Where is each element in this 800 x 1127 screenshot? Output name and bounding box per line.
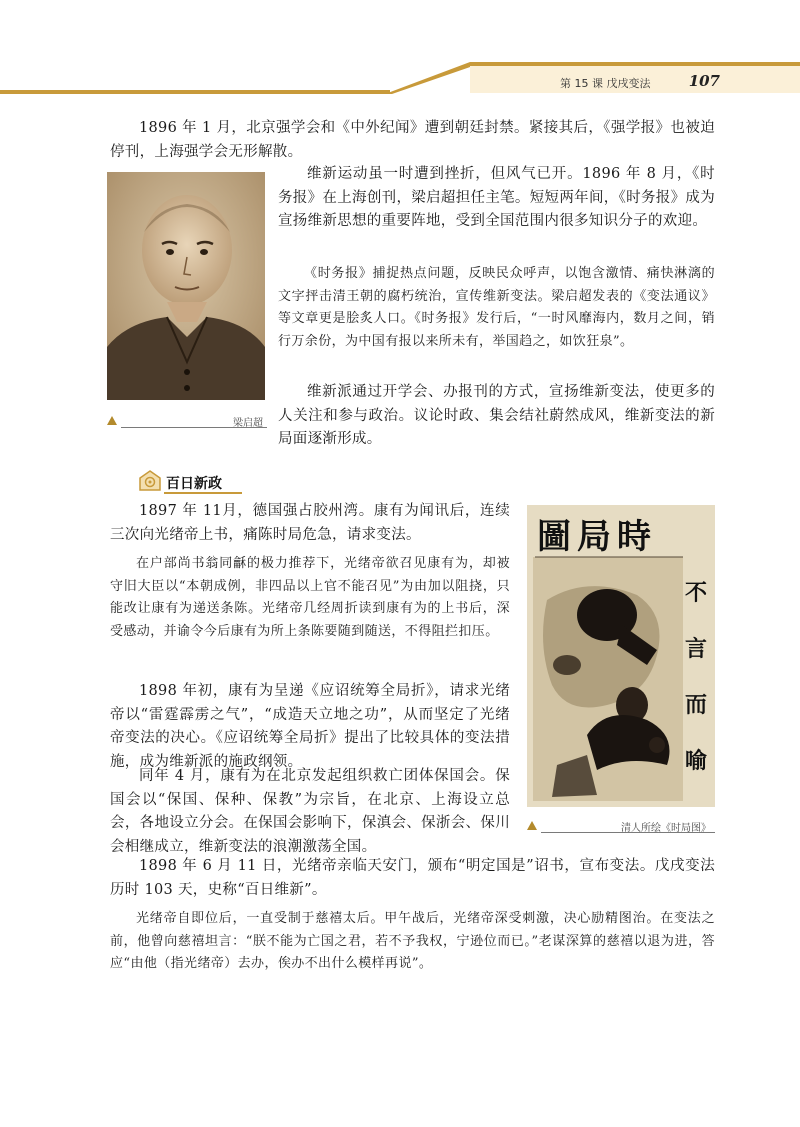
cartoon-caption (527, 819, 715, 833)
caption-marker-icon (527, 821, 537, 830)
caption-marker-icon (107, 416, 117, 425)
portrait-caption-text: 梁启超 (233, 418, 263, 429)
shiju-tu-cartoon (527, 505, 715, 807)
paragraph-2: 维新运动虽一时遭到挫折，但风气已开。1896 年 8 月，《时务报》在上海创刊，梁启超担任主笔。短短两年间，《时务报》成为宣扬维新思想的重要阵地，受到全国范围内很多知识分子的欢迎。 (278, 166, 715, 229)
paragraph-4: 1897 年 11月，德国强占胶州湾。康有为闻讯后，连续三次向光绪帝上书，痛陈时局危急，请求变法。 (110, 503, 510, 543)
section-heading (138, 470, 243, 494)
liang-qichao-portrait (107, 172, 265, 400)
cartoon-title: 時局圖 (537, 517, 657, 557)
section-title: 百日新政 (166, 476, 222, 492)
lesson-title: 第 15 课 戊戌变法 (560, 77, 651, 90)
running-header (560, 72, 720, 91)
paragraph-6: 同年 4 月，康有为在北京发起组织救亡团体保国会。保国会以“保国、保种、保教”为宗旨，在北京、上海设立总会，各地设立分会。在保国会影响下，保滇会、保浙会、保川会相继成立，维新变法的浪潮激荡全国。 (110, 768, 510, 855)
section-emblem-icon (138, 470, 162, 492)
quote-block-2: 在户部尚书翁同龢的极力推荐下，光绪帝欲召见康有为，却被守旧大臣以“本朝成例，非四品以上官不能召见”为由加以阻挠，只能改让康有为递送条陈。光绪帝几经周折读到康有为的上书后，深受感动，并谕令今后康有为所上条陈要随到随送，不得阻拦扣压。 (110, 556, 510, 639)
quote-block-3: 光绪帝自即位后，一直受制于慈禧太后。甲午战后，光绪帝深受刺激，决心励精图治。在变法之前，他曾向慈禧坦言：“朕不能为亡国之君，若不予我权，宁逊位而已。”老谋深算的慈禧以退为进，答应“由他（指光绪帝）去办，俟办不出什么模样再说”。 (110, 911, 715, 971)
paragraph-3: 维新派通过开学会、办报刊的方式，宣扬维新变法，使更多的人关注和参与政治。议论时政、集会结社蔚然成风，维新变法的新局面逐渐形成。 (278, 384, 715, 447)
portrait-image (107, 172, 265, 400)
paragraph-1: 1896 年 1 月，北京强学会和《中外纪闻》遭到朝廷封禁。紧接其后，《强学报》也被迫停刊，上海强学会无形解散。 (110, 120, 715, 160)
cartoon-caption-text: 清人所绘《时局图》 (621, 823, 711, 834)
portrait-caption (107, 414, 267, 428)
page-number: 107 (688, 72, 720, 90)
quote-block-1: 《时务报》捕捉热点问题，反映民众呼声，以饱含激情、痛快淋漓的文字抨击清王朝的腐朽统治，宣传维新变法。梁启超发表的《变法通议》等文章更是脍炙人口。《时务报》发行后，“一时风靡海内，数月之间，销行万余份，为中国有报以来所未有，举国趋之，如饮狂泉”。 (278, 266, 715, 349)
paragraph-5: 1898 年初，康有为呈递《应诏统筹全局折》，请求光绪帝以“雷霆霹雳之气”，“成造天立地之功”，从而坚定了光绪帝变法的决心。《应诏统筹全局折》提出了比较具体的变法措施，成为维新派的施政纲领。 (110, 683, 510, 770)
paragraph-7: 1898 年 6 月 11 日，光绪帝亲临天安门，颁布“明定国是”诏书，宣布变法。戊戌变法历时 103 天，史称“百日维新”。 (110, 858, 715, 898)
cartoon-side-text: 不 言 而 喻 (684, 580, 707, 774)
